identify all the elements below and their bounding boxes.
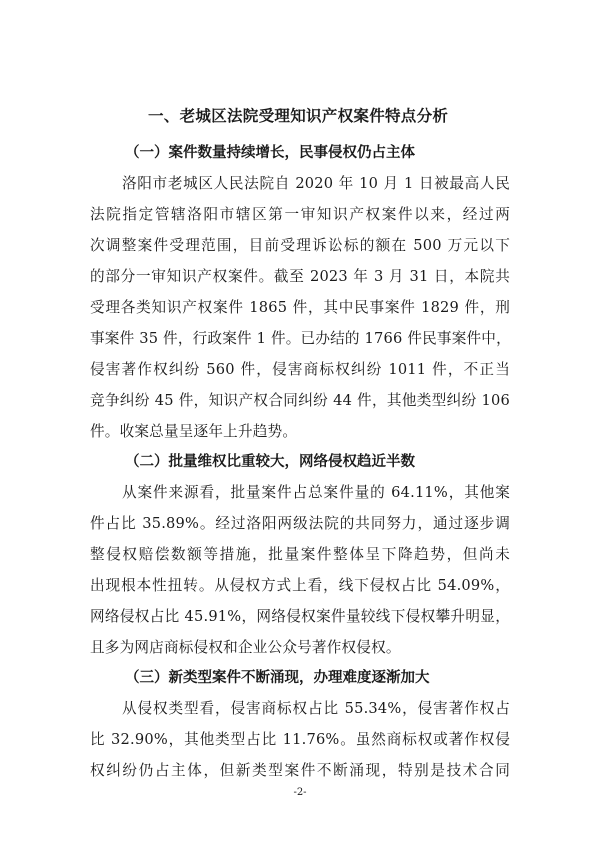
subsection-heading-1: （一）案件数量持续增长，民事侵权仍占主体 (125, 145, 415, 161)
subsection-heading-2: （二）批量维权比重较大，网络侵权趋近半数 (125, 454, 415, 470)
paragraph-line: 的部分一审知识产权案件。截至 2023 年 3 月 31 日，本院共 (90, 268, 510, 285)
paragraph-line: 件。收案总量呈逐年上升趋势。 (90, 423, 298, 440)
paragraph-line: 且多为网店商标侵权和企业公众号著作权侵权。 (90, 639, 401, 656)
paragraph-line: 竞争纠纷 45 件，知识产权合同纠纷 44 件，其他类型纠纷 106 (90, 392, 510, 409)
paragraph-line: 出现根本性扭转。从侵权方式上看，线下侵权占比 54.09%， (90, 577, 510, 594)
page-number: -2- (293, 787, 307, 798)
subsection-heading-3: （三）新类型案件不断涌现，办理难度逐渐加大 (125, 670, 430, 686)
paragraph-line: 网络侵权占比 45.91%，网络侵权案件量较线下侵权攀升明显， (90, 608, 510, 625)
paragraph-line: 事案件 35 件，行政案件 1 件。已办结的 1766 件民事案件中， (90, 330, 511, 347)
section-title: 一、老城区法院受理知识产权案件特点分析 (148, 107, 449, 125)
paragraph-line: 权纠纷仍占主体，但新类型案件不断涌现，特别是技术合同 (90, 762, 510, 779)
paragraph-line: 受理各类知识产权案件 1865 件，其中民事案件 1829 件，刑 (90, 299, 510, 316)
paragraph-line: 从侵权类型看，侵害商标权占比 55.34%，侵害著作权占 (122, 700, 510, 717)
paragraph-line: 侵害著作权纠纷 560 件，侵害商标权纠纷 1011 件，不正当 (90, 361, 510, 378)
paragraph-line: 比 32.90%，其他类型占比 11.76%。虽然商标权或著作权侵 (90, 731, 510, 748)
paragraph-line: 件占比 35.89%。经过洛阳两级法院的共同努力，通过逐步调 (90, 515, 510, 532)
paragraph-line: 法院指定管辖洛阳市辖区第一审知识产权案件以来，经过两 (90, 206, 510, 223)
paragraph-line: 整侵权赔偿数额等措施，批量案件整体呈下降趋势，但尚未 (90, 546, 510, 563)
paragraph-line: 从案件来源看，批量案件占总案件量的 64.11%，其他案 (122, 484, 510, 501)
paragraph-line: 次调整案件受理范围，目前受理诉讼标的额在 500 万元以下 (90, 237, 510, 254)
paragraph-line: 洛阳市老城区人民法院自 2020 年 10 月 1 日被最高人民 (122, 175, 510, 192)
